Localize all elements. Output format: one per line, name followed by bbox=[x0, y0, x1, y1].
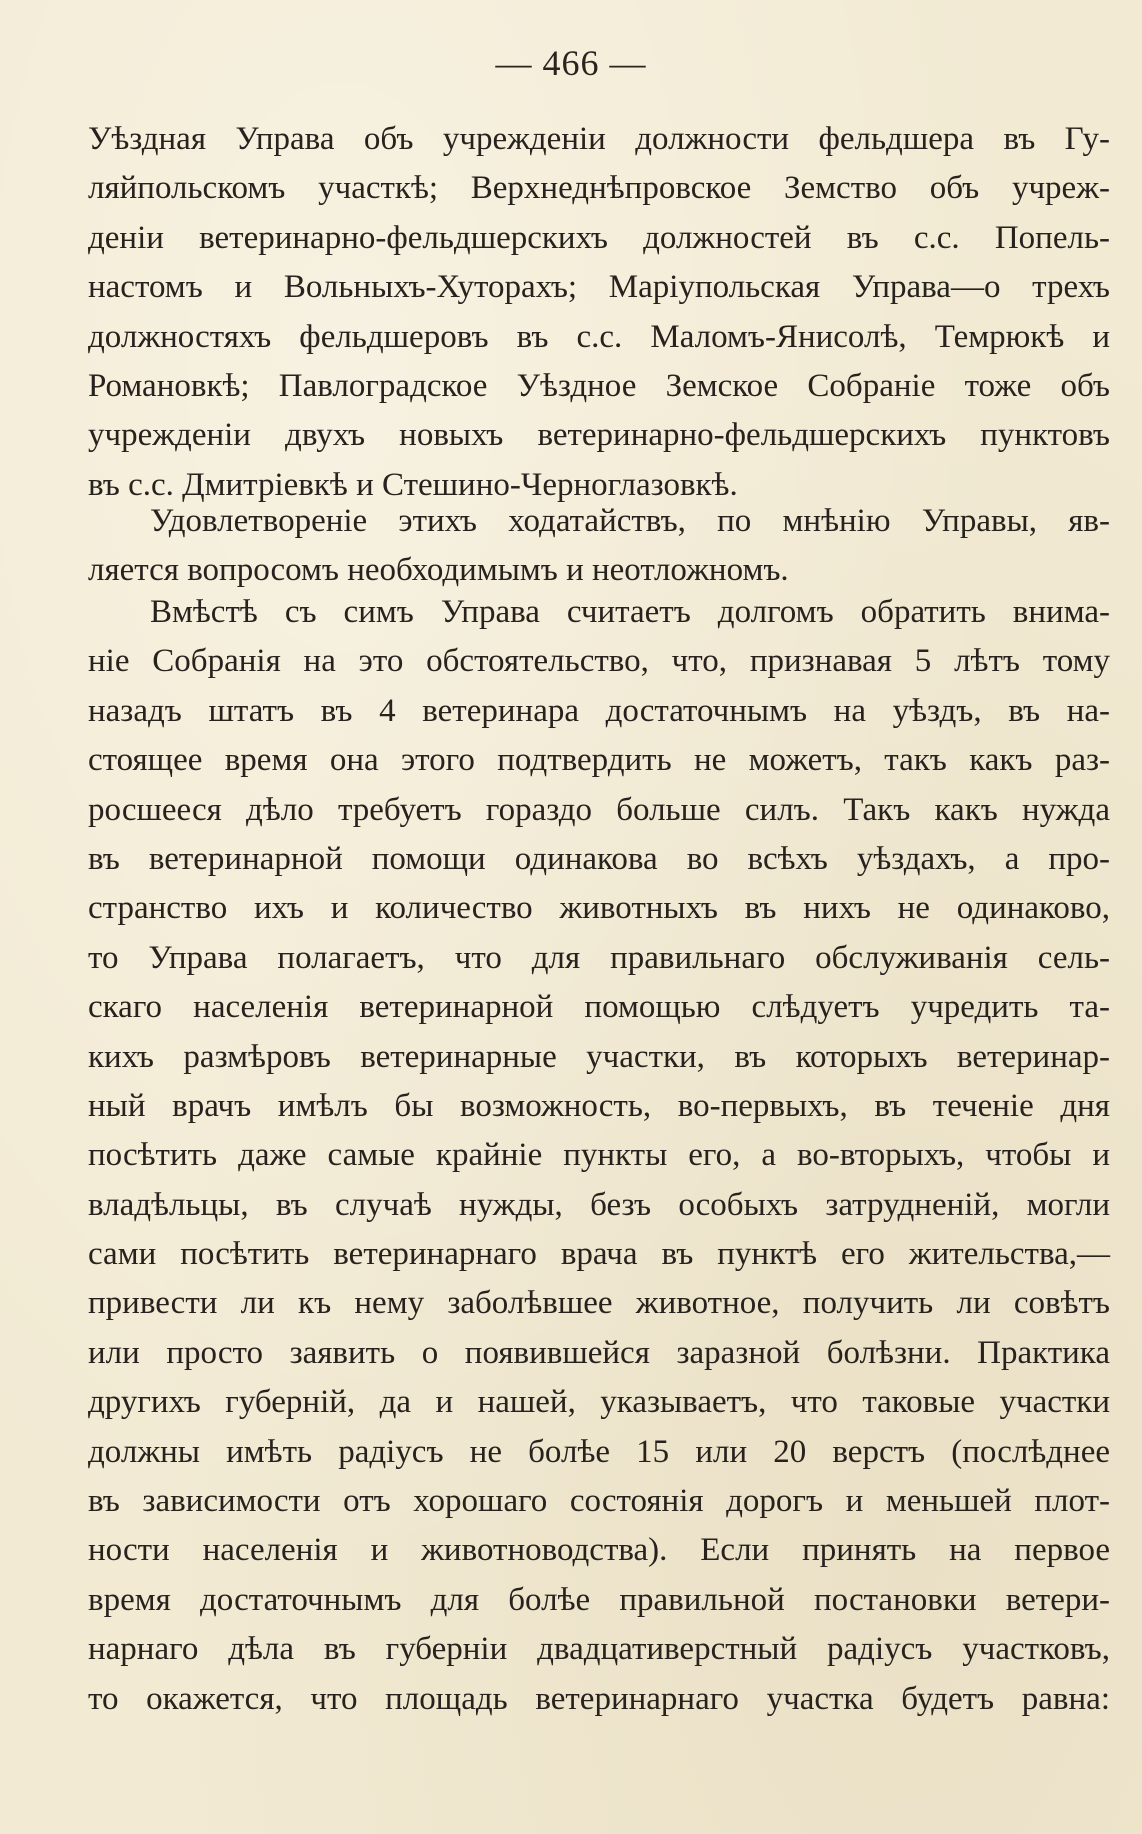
text-line: то окажется, что площадь ветеринарнаго участка будетъ равна: bbox=[88, 1680, 1110, 1717]
text-line: Романовкѣ; Павлоградское Уѣздное Земское Собраніе тоже объ bbox=[88, 367, 1110, 404]
text-line: въ зависимости отъ хорошаго состоянія дорогъ и меньшей плот- bbox=[88, 1483, 1110, 1520]
text-line: росшееся дѣло требуетъ гораздо больше силъ. Такъ какъ нужда bbox=[88, 791, 1110, 828]
text-line: должны имѣть радіусъ не болѣе 15 или 20 верстъ (послѣднее bbox=[88, 1433, 1110, 1470]
text-line: ніе Собранія на это обстоятельство, что, признавая 5 лѣтъ тому bbox=[88, 643, 1110, 680]
page-number: — 466 — bbox=[495, 43, 647, 83]
paragraph-3 bbox=[88, 588, 1110, 1724]
text-line: въ с.с. Дмитріевкѣ и Стешино-Черноглазовкѣ. bbox=[88, 466, 738, 503]
text-line: сами посѣтить ветеринарнаго врача въ пунктѣ его жительства,— bbox=[88, 1236, 1110, 1273]
text-line: ляется вопросомъ необходимымъ и неотложномъ. bbox=[88, 552, 789, 589]
text-line: стоящее время она этого подтвердить не можетъ, такъ какъ раз- bbox=[88, 742, 1110, 779]
text-line: ляйпольскомъ участкѣ; Верхнеднѣпровское Земство объ учреж- bbox=[88, 170, 1110, 207]
text-line: Вмѣстѣ съ симъ Управа считаетъ долгомъ обратить внима- bbox=[150, 594, 1110, 630]
text-line: странство ихъ и количество животныхъ въ нихъ не одинаково, bbox=[88, 890, 1110, 927]
text-line: Удовлетвореніе этихъ ходатайствъ, по мнѣнію Управы, яв- bbox=[150, 503, 1110, 539]
text-line: деніи ветеринарно-фельдшерскихъ должностей въ с.с. Попель- bbox=[88, 219, 1110, 256]
text-line: другихъ губерній, да и нашей, указываетъ, что таковые участки bbox=[88, 1384, 1110, 1421]
text-line: настомъ и Вольныхъ-Хуторахъ; Маріупольская Управа—о трехъ bbox=[88, 269, 1110, 306]
text-line: владѣльцы, въ случаѣ нужды, безъ особыхъ затрудненій, могли bbox=[88, 1186, 1110, 1223]
text-line: ности населенія и животноводства). Если принять на первое bbox=[88, 1532, 1110, 1569]
text-line: Уѣздная Управа объ учрежденіи должности фельдшера въ Гу- bbox=[88, 121, 1110, 157]
text-line: нарнаго дѣла въ губерніи двадцативерстный радіусъ участковъ, bbox=[88, 1631, 1110, 1668]
text-line: посѣтить даже самые крайніе пункты его, а во-вторыхъ, чтобы и bbox=[88, 1137, 1110, 1174]
text-line: или просто заявить о появившейся заразной болѣзни. Практика bbox=[88, 1334, 1110, 1371]
text-line: назадъ штатъ въ 4 ветеринара достаточнымъ на уѣздъ, въ на- bbox=[88, 692, 1110, 729]
text-line: время достаточнымъ для болѣе правильной постановки ветери- bbox=[88, 1581, 1110, 1618]
paragraph-2 bbox=[88, 497, 1110, 596]
text-line: ный врачъ имѣлъ бы возможность, во-первыхъ, въ теченіе дня bbox=[88, 1087, 1110, 1124]
text-line: привести ли къ нему заболѣвшее животное, получить ли совѣтъ bbox=[88, 1285, 1110, 1322]
text-line: въ ветеринарной помощи одинакова во всѣхъ уѣздахъ, а про- bbox=[88, 840, 1110, 877]
text-line: скаго населенія ветеринарной помощью слѣдуетъ учредить та- bbox=[88, 989, 1110, 1026]
text-line: должностяхъ фельдшеровъ въ с.с. Маломъ-Янисолѣ, Темрюкѣ и bbox=[88, 318, 1110, 355]
paragraph-1 bbox=[88, 115, 1110, 510]
text-line: то Управа полагаетъ, что для правильнаго обслуживанія сель- bbox=[88, 939, 1110, 976]
text-line: кихъ размѣровъ ветеринарные участки, въ которыхъ ветеринар- bbox=[88, 1038, 1110, 1075]
text-line: учрежденіи двухъ новыхъ ветеринарно-фельдшерскихъ пунктовъ bbox=[88, 417, 1110, 454]
